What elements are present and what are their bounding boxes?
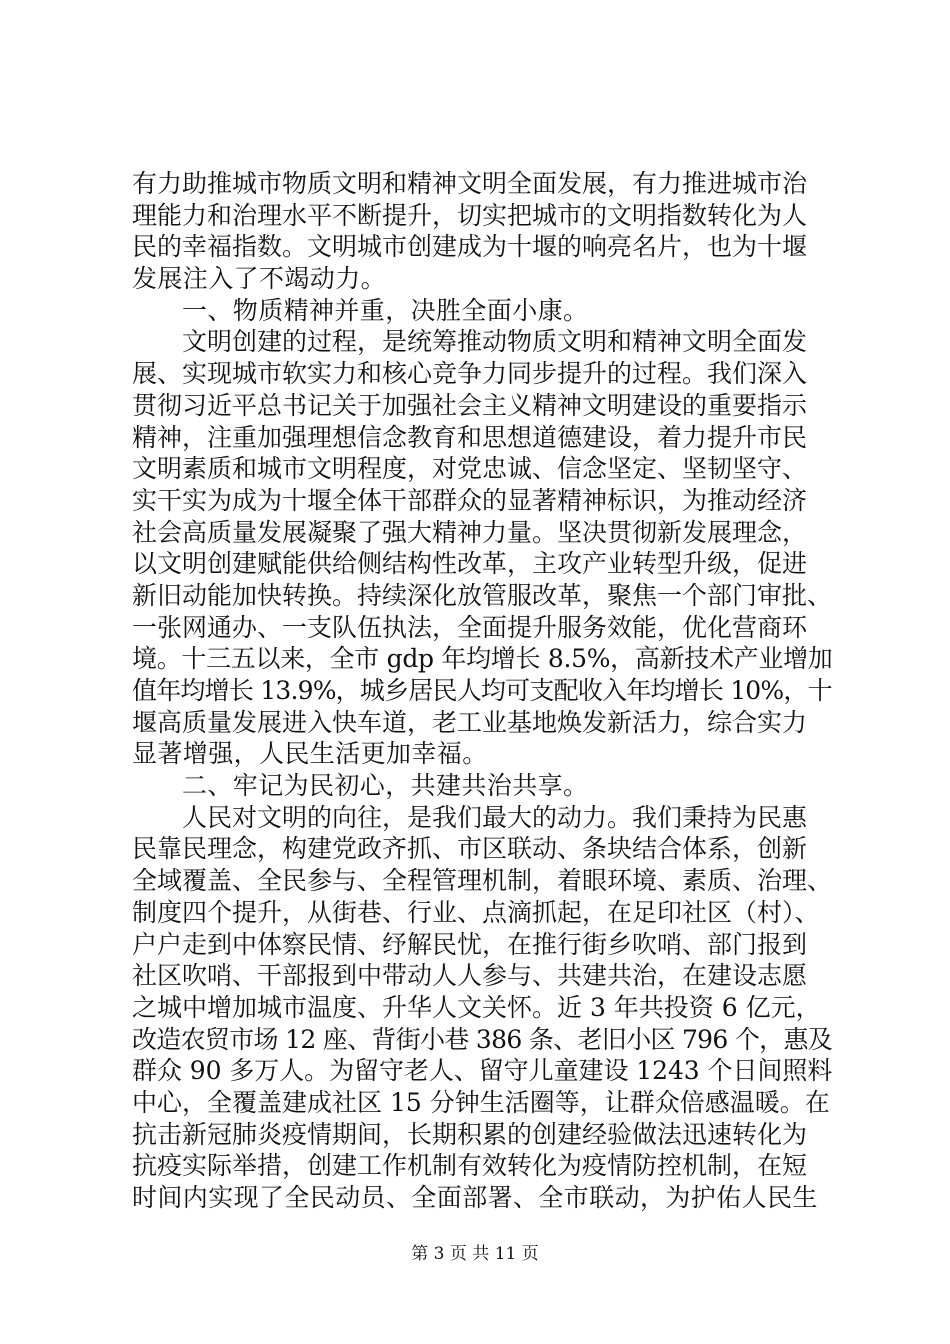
text-line: 有力助推城市物质文明和精神文明全面发展，有力推进城市治 (132, 169, 808, 198)
text-line: 民的幸福指数。文明城市创建成为十堰的响亮名片，也为十堰 (132, 232, 808, 262)
text-line: 全域覆盖、全民参与、全程管理机制，着眼环境、素质、治理、 (132, 866, 833, 896)
text-line: 一张网通办、一支队伍执法，全面提升服务效能，优化营商环 (132, 612, 808, 642)
text-line: 精神，注重加强理想信念教育和思想道德建设，着力提升市民 (132, 422, 808, 452)
text-line: 展、实现城市软实力和核心竞争力同步提升的过程。我们深入 (132, 359, 808, 389)
text-line: 社会高质量发展凝聚了强大精神力量。坚决贯彻新发展理念， (132, 517, 808, 547)
text-line: 二、牢记为民初心，共建共治共享。 (182, 771, 589, 801)
text-line: 实干实为成为十堰全体干部群众的显著精神标识，为推动经济 (132, 485, 808, 515)
text-line: 文明创建的过程，是统筹推动物质文明和精神文明全面发 (182, 327, 808, 357)
text-line: 改造农贸市场 12 座、背街小巷 386 条、老旧小区 796 个，惠及 (132, 1024, 833, 1054)
text-line: 社区吹哨、干部报到中带动人人参与、共建共治，在建设志愿 (132, 961, 808, 991)
text-line: 群众 90 多万人。为留守老人、留守儿童建设 1243 个日间照料 (132, 1056, 833, 1086)
text-line: 堰高质量发展进入快车道，老工业基地焕发新活力，综合实力 (132, 707, 808, 737)
text-line: 值年均增长 13.9%，城乡居民人均可支配收入年均增长 10%，十 (132, 676, 832, 705)
text-line: 境。十三五以来，全市 gdp 年均增长 8.5%，高新技术产业增加 (132, 644, 833, 674)
text-line: 发展注入了不竭动力。 (132, 264, 387, 294)
text-line: 人民对文明的向往，是我们最大的动力。我们秉持为民惠 (182, 802, 808, 832)
text-line: 户户走到中体察民情、纾解民忧，在推行街乡吹哨、部门报到 (132, 929, 808, 959)
text-line: 显著增强，人民生活更加幸福。 (132, 739, 488, 769)
text-line: 时间内实现了全民动员、全面部署、全市联动，为护佑人民生 (132, 1183, 818, 1212)
text-line: 理能力和治理水平不断提升，切实把城市的文明指数转化为人 (132, 200, 808, 230)
text-line: 新旧动能加快转换。持续深化放管服改革，聚焦一个部门审批、 (132, 580, 833, 610)
text-line: 文明素质和城市文明程度，对党忠诚、信念坚定、坚韧坚守、 (132, 454, 808, 484)
text-line: 一、物质精神并重，决胜全面小康。 (182, 295, 589, 325)
text-line: 中心，全覆盖建成社区 15 分钟生活圈等，让群众倍感温暖。在 (132, 1087, 830, 1117)
text-line: 贯彻习近平总书记关于加强社会主义精神文明建设的重要指示 (132, 390, 808, 420)
text-line: 制度四个提升，从街巷、行业、点滴抓起，在足印社区（村）、 (132, 897, 820, 927)
text-line: 以文明创建赋能供给侧结构性改革，主攻产业转型升级，促进 (132, 549, 808, 579)
text-line: 抗疫实际举措，创建工作机制有效转化为疫情防控机制，在短 (132, 1151, 808, 1181)
text-line: 之城中增加城市温度、升华人文关怀。近 3 年共投资 6 亿元， (132, 992, 821, 1022)
body-text (132, 168, 832, 1214)
page-footer: 第 3 页 共 11 页 (411, 1244, 539, 1264)
text-line: 民靠民理念，构建党政齐抓、市区联动、条块结合体系，创新 (132, 834, 808, 864)
text-line: 抗击新冠肺炎疫情期间，长期积累的创建经验做法迅速转化为 (132, 1119, 808, 1149)
